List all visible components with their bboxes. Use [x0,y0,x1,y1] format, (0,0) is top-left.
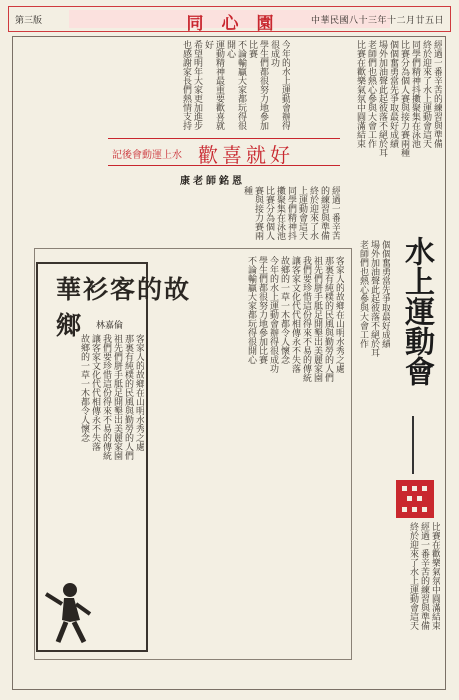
text-column: 那裏有純樸的民風與勤勞的人們 [323,256,333,382]
text-column: 個個奮勇當先爭取最好成績 [380,240,390,348]
happy-article-text [40,186,340,242]
issue-date: 中華民國八十三年十二月廿五日 [310,16,444,26]
page-number: 第三版 [15,16,43,26]
happy-article-subtitle: 記後會動運上水 [112,150,182,161]
text-column: 祖先們胼手胝足開墾出美麗家園 [112,334,122,460]
text-column: 也感謝家長們熱情支持 [181,40,191,130]
title-rule [412,416,414,474]
happy-article-title: 歡喜就好 [198,143,294,167]
text-column: 我們要珍惜這份得來不易的傳統 [301,256,311,382]
text-column: 學生們都很努力地參加比賽 [247,40,268,130]
text-column: 同學們精神抖擻聚集在泳池 [410,40,420,148]
text-column: 老師們也熱心參與大會工作 [366,40,376,148]
text-column: 不論輸贏大家都玩得很開心 [246,256,256,364]
text-column: 老師們也熱心參與大會工作 [358,240,368,348]
text-column: 今年的水上運動會辦得很成功 [268,256,278,373]
text-column: 場外加油聲此起彼落不絕於耳 [369,240,379,357]
text-column: 故鄉的一草一木都令人懷念 [279,256,289,364]
text-column: 經過一番辛苦的練習與準備 [319,186,340,240]
text-column: 比賽在歡樂氣氛中圓滿結束 [430,522,440,630]
hakka-article-text [44,334,144,574]
text-column: 讓客家文化代代相傳永不失落 [290,256,300,373]
water-title-text: 水上運動會 [399,236,434,386]
text-column: 比賽分為個人賽與接力賽兩種 [242,186,274,240]
text-column: 不論輸贏大家都玩得很開心 [225,40,246,130]
text-column: 比賽在歡樂氣氛中圓滿結束 [355,40,365,148]
text-column: 客家人的故鄉在山明水秀之處 [334,256,344,373]
text-column: 學生們都很努力地參加比賽 [257,256,267,364]
water-article-title [391,236,437,446]
top-left-text [20,40,290,132]
happy-article-author: 康老師銘恩 [180,176,245,187]
hakka-article-author: 林嘉倫 [96,321,124,331]
text-column: 我們要珍惜這份得來不易的傳統 [101,334,111,460]
newspaper-title: 同心園 [186,14,292,34]
olympic-tile-icon [396,480,434,518]
text-column: 祖先們胼手胝足開墾出美麗家園 [312,256,322,382]
text-column: 個個奮勇當先爭取最好成績 [388,40,398,148]
text-column: 比賽分為個人賽與接力賽兩種 [399,40,409,157]
text-column: 終於迎來了水上運動會這天 [421,40,431,148]
text-column: 場外加油聲此起彼落不絕於耳 [377,40,387,157]
water-article-text-bottom [396,522,440,658]
text-column: 故鄉的一草一木都令人懷念 [79,334,89,442]
text-column: 客家人的故鄉在山明水秀之處 [134,334,144,451]
hakka-article-text-main [154,256,344,652]
page-header [8,6,451,32]
text-column: 讓客家文化代代相傳永不失落 [90,334,100,451]
water-article-text-right [350,240,390,658]
text-column: 那裏有純樸的民風與勤勞的人們 [123,334,133,460]
happy-article-heading [108,138,340,166]
hakka-article-title: 華衫客的故鄉 [56,275,192,340]
text-column: 希望明年大家更加進步 [192,40,202,130]
text-column: 經過一番辛苦的練習與準備 [419,522,429,630]
text-column: 終於迎來了水上運動會這天 [297,186,318,240]
figure-illustration [40,580,96,646]
text-column: 終於迎來了水上運動會這天 [408,522,418,630]
text-column: 同學們精神抖擻聚集在泳池 [275,186,296,240]
text-column: 今年的水上運動會辦得很成功 [269,40,290,130]
text-column: 運動精神最重要歡喜就好 [203,40,224,130]
text-column: 經過一番辛苦的練習與準備 [432,40,442,148]
